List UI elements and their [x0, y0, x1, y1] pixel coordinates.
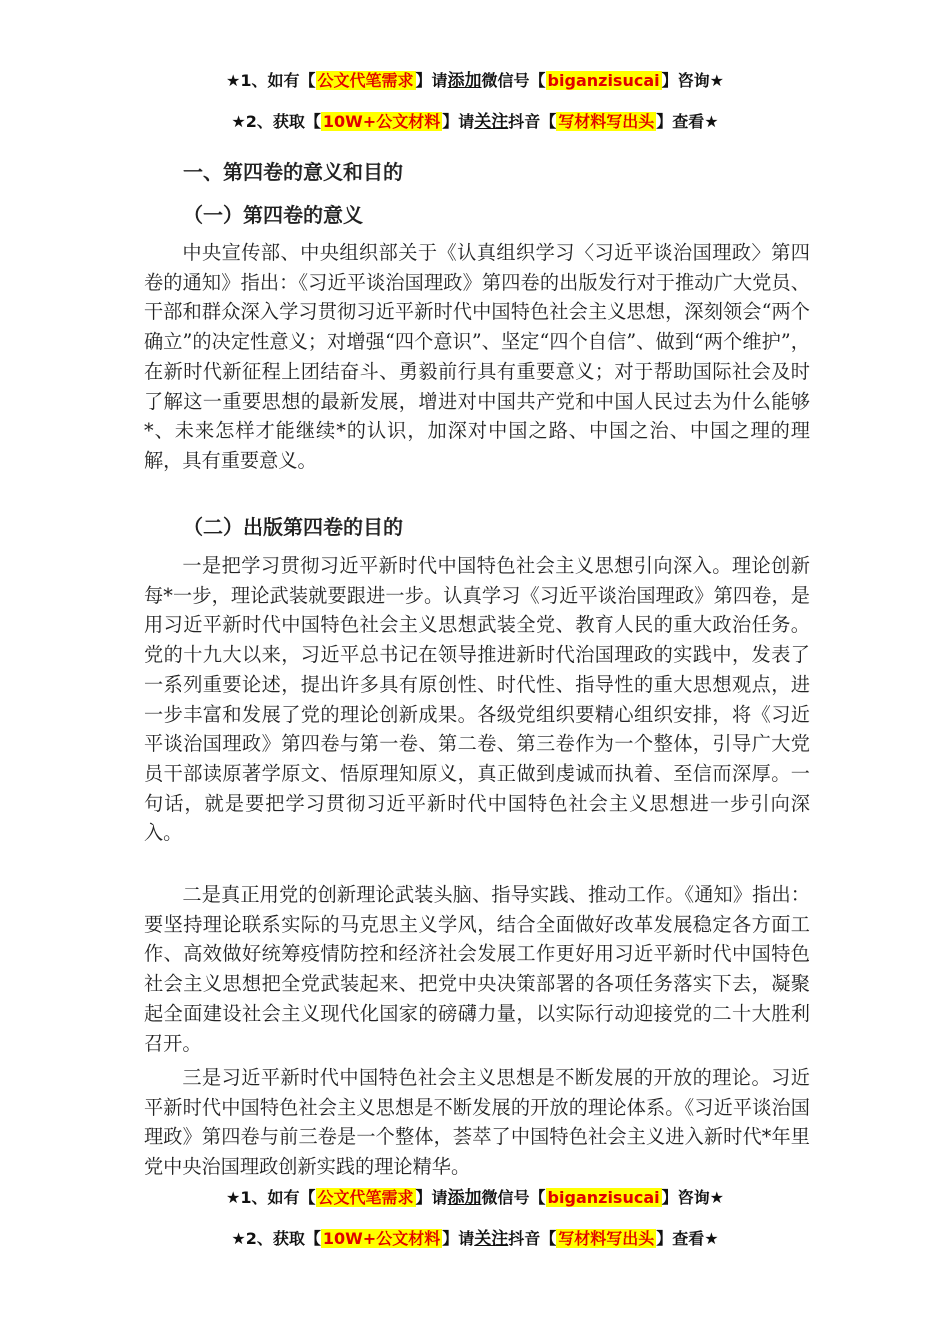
promo-banner-top-2: [0, 110, 950, 134]
banner-text: 抖音【: [508, 112, 557, 131]
banner-highlight: 公文代笔需求: [317, 71, 414, 90]
promo-banner-bottom-2: [0, 1227, 950, 1251]
banner-text: 】咨询★: [661, 71, 724, 90]
banner-underline: 关注: [474, 1229, 509, 1249]
banner-highlight: biganzisucai: [547, 1188, 660, 1207]
banner-highlight: 10W+公文材料: [322, 112, 441, 131]
banner-underline: 添加: [447, 1188, 482, 1208]
promo-banner-bottom-1: [0, 1186, 950, 1210]
subsection-heading-purpose: （二）出版第四卷的目的: [183, 515, 403, 539]
paragraph-purpose-1: 一是把学习贯彻习近平新时代中国特色社会主义思想引向深入。理论创新每*一步，理论武装就要跟进一步。认真学习《习近平谈治国理政》第四卷，是用习近平新时代中国特色社会主义思想武装全党、教育人民的重大政治任务。党的十九大以来，习近平总书记在领导推进新时代治国理政的实践中，发表了一系列重要论述，提出许多具有原创性、时代性、指导性的重大思想观点，进一步丰富和发展了党的理论创新成果。各级党组织要精心组织安排，将《习近平谈治国理政》第四卷与第一卷、第二卷、第三卷作为一个整体，引导广大党员干部读原著学原文、悟原理知原义，真正做到虔诚而执着、至信而深厚。一句话，就是要把学习贯彻习近平新时代中国特色社会主义思想进一步引向深入。: [144, 554, 810, 845]
banner-text: 】查看★: [656, 112, 719, 131]
banner-text: 】请: [442, 1229, 475, 1248]
banner-highlight: 写材料写出头: [558, 1229, 655, 1248]
banner-highlight: 写材料写出头: [558, 112, 655, 131]
banner-text: 】请: [415, 71, 448, 90]
banner-underline: 添加: [447, 71, 482, 91]
subsection-heading-meaning: （一）第四卷的意义: [183, 203, 363, 227]
banner-text: 】请: [442, 112, 475, 131]
banner-text: ★1、如有【: [226, 71, 316, 90]
banner-text: 】咨询★: [661, 1188, 724, 1207]
banner-underline: 关注: [474, 112, 509, 132]
banner-text: ★2、获取【: [231, 112, 321, 131]
section-heading: 一、第四卷的意义和目的: [183, 160, 403, 184]
banner-highlight: 公文代笔需求: [317, 1188, 414, 1207]
banner-text: ★2、获取【: [231, 1229, 321, 1248]
paragraph-meaning: 中央宣传部、中央组织部关于《认真组织学习〈习近平谈治国理政〉第四卷的通知》指出：《习近平谈治国理政》第四卷的出版发行对于推动广大党员、干部和群众深入学习贯彻习近平新时代中国特色社会主义思想，深刻领会“两个确立”的决定性意义；对增强“四个意识”、坚定“四个自信”、做到“两个维护”，在新时代新征程上团结奋斗、勇毅前行具有重要意义；对于帮助国际社会及时了解这一重要思想的最新发展，增进对中国共产党和中国人民过去为什么能够*、未来怎样才能继续*的认识，加深对中国之路、中国之治、中国之理的理解，具有重要意义。: [144, 241, 810, 472]
banner-text: 】查看★: [656, 1229, 719, 1248]
promo-banner-top-1: [0, 69, 950, 93]
paragraph-purpose-3: 三是习近平新时代中国特色社会主义思想是不断发展的开放的理论。习近平新时代中国特色社会主义思想是不断发展的开放的理论体系。《习近平谈治国理政》第四卷与前三卷是一个整体，荟萃了中国特色社会主义进入新时代*年里党中央治国理政创新实践的理论精华。: [144, 1066, 810, 1179]
banner-text: 】请: [415, 1188, 448, 1207]
banner-highlight: biganzisucai: [547, 71, 660, 90]
banner-text: 微信号【: [481, 71, 546, 90]
banner-text: 微信号【: [481, 1188, 546, 1207]
banner-text: 抖音【: [508, 1229, 557, 1248]
paragraph-purpose-2: 二是真正用党的创新理论武装头脑、指导实践、推动工作。《通知》指出：要坚持理论联系实际的马克思主义学风，结合全面做好改革发展稳定各方面工作、高效做好统筹疫情防控和经济社会发展工作更好用习近平新时代中国特色社会主义思想把全党武装起来、把党中央决策部署的各项任务落实下去，凝聚起全面建设社会主义现代化国家的磅礴力量，以实际行动迎接党的二十大胜利召开。: [144, 883, 810, 1055]
banner-highlight: 10W+公文材料: [322, 1229, 441, 1248]
banner-text: ★1、如有【: [226, 1188, 316, 1207]
